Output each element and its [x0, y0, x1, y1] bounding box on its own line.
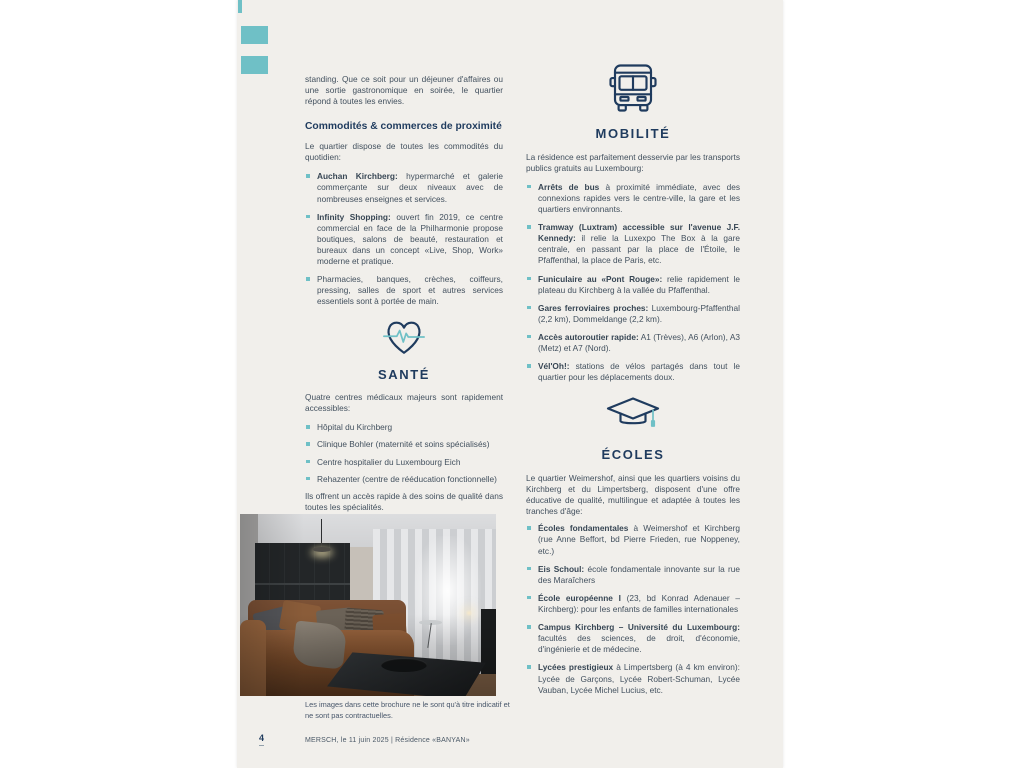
page-corner-accent-top — [241, 26, 268, 44]
list-item — [526, 361, 740, 383]
sante-outro: Ils offrent un accès rapide à des soins de qualité dans toutes les spécialités. — [305, 490, 503, 512]
left-column — [305, 74, 503, 521]
bullet-square-icon — [306, 174, 310, 178]
ecoles-intro: Le quartier Weimershof, ainsi que les quartiers voisins du Kirchberg et du Limpertsberg, disposent d'une offre éducative de qualité, multilingue et adaptée à toutes les tranches d'âge: — [526, 472, 740, 517]
commodites-heading: Commodités & commerces de proximité — [305, 121, 502, 133]
mobilite-heading: MOBILITÉ — [595, 126, 671, 142]
bullet-square-icon — [527, 225, 531, 229]
list-item — [305, 171, 503, 204]
bullet-lead: Campus Kirchberg – Université du Luxembourg: — [538, 622, 740, 633]
bullet-lead: Vél'Oh!: — [538, 361, 570, 372]
bullet-lead: Écoles fondamentales — [538, 523, 629, 534]
bullet-square-icon — [527, 185, 531, 189]
list-item — [305, 422, 503, 433]
list-item — [305, 457, 503, 468]
bullet-text: Centre hospitalier du Luxembourg Eich — [317, 456, 461, 467]
list-item — [526, 332, 740, 354]
bullet-square-icon — [306, 442, 310, 446]
heart-pulse-icon — [381, 315, 427, 359]
bullet-square-icon — [306, 425, 310, 429]
bullet-square-icon — [306, 277, 310, 281]
ecoles-heading: ÉCOLES — [601, 447, 665, 463]
bullet-text: (23, bd Konrad Adenauer – Kirchberg): pour les enfants de familles internationales — [538, 592, 741, 614]
page-corner-accent-bottom — [241, 56, 268, 74]
list-item — [526, 593, 740, 615]
bullet-lead: Gares ferroviaires proches: — [538, 302, 649, 313]
bullet-square-icon — [527, 277, 531, 281]
bullet-text: ouvert fin 2019, ce centre commercial en face de la Philharmonie propose boutiques, salons de beauté, restauration et bureaux dans un concept «Live, Shop, Work» moderne et pratique. — [317, 211, 503, 267]
footer-text: MERSCH, le 11 juin 2025 | Résidence «BANYAN» — [305, 737, 470, 744]
bullet-text: à proximité immédiate, avec des connexions rapides vers le centre-ville, la gare et les quartiers environnants. — [538, 181, 740, 214]
bullet-lead: Eis Schoul: — [538, 563, 585, 574]
sante-intro: Quatre centres médicaux majeurs sont rapidement accessibles: — [305, 392, 503, 414]
list-item — [305, 274, 503, 307]
bullet-text: école fondamentale innovante sur la rue des Maraîchers — [538, 563, 740, 585]
bullet-lead: Arrêts de bus — [538, 181, 600, 192]
interior-photo — [240, 514, 496, 696]
bullet-lead: Infinity Shopping: — [317, 211, 391, 222]
bullet-square-icon — [527, 335, 531, 339]
bullet-square-icon — [527, 526, 531, 530]
list-item — [526, 523, 740, 556]
bullet-text: il relie la Luxexpo The Box à la gare centrale, en passant par la place de l'Étoile, le Pfaffenthal, la place de Paris, etc. — [538, 233, 740, 266]
commodites-list — [305, 171, 503, 307]
bullet-square-icon — [306, 477, 310, 481]
bullet-square-icon — [527, 625, 531, 629]
bullet-text: Rehazenter (centre de rééducation fonctionnelle) — [317, 473, 497, 484]
list-item — [526, 622, 740, 655]
list-item — [526, 182, 740, 215]
bullet-square-icon — [527, 665, 531, 669]
bullet-text: à Weimershof et Kirchberg (rue Anne Beffort, bd Pierre Frieden, rue Noppeney, etc.) — [538, 523, 740, 556]
bullet-text: Clinique Bohler (maternité et soins spécialisés) — [317, 439, 490, 450]
photo-vignette — [240, 514, 496, 696]
bullet-lead: École européenne I — [538, 592, 621, 603]
bullet-text: à Limpertsberg (à 4 km environ): Lycée de Garçons, Lycée Robert-Schuman, Lycée Vauban, Lycée Michel Lucius, etc. — [538, 662, 740, 695]
bullet-lead: Auchan Kirchberg: — [317, 171, 398, 182]
mobilite-intro: La résidence est parfaitement desservie par les transports publics gratuits au Luxembourg: — [526, 151, 740, 173]
bullet-square-icon — [527, 567, 531, 571]
list-item — [526, 564, 740, 586]
list-item — [526, 662, 740, 695]
sante-list — [305, 422, 503, 484]
ecoles-icon-wrap — [526, 393, 740, 442]
brochure-page — [237, 0, 783, 768]
right-column — [526, 60, 740, 703]
bullet-lead: Tramway (Luxtram) accessible sur l'avenue J.F. Kennedy: — [538, 222, 740, 244]
list-item — [526, 222, 740, 266]
page-number: 4 — [259, 733, 264, 746]
list-item — [305, 439, 503, 450]
image-caption: Les images dans cette brochure ne le sont qu'à titre indicatif et ne sont pas contractuelles. — [305, 700, 510, 720]
page-edge-accent — [238, 0, 242, 13]
mobilite-icon-wrap — [526, 60, 740, 119]
bullet-square-icon — [527, 306, 531, 310]
bullet-text: Luxembourg-Pfaffenthal (2,2 km), Dommeldange (2,2 km). — [538, 302, 740, 324]
mobilite-list — [526, 182, 740, 384]
bullet-text: facultés des sciences, de droit, d'économie, d'ingénierie et de médecine. — [538, 633, 740, 655]
bullet-text: hypermarché et galerie commerçante sur deux niveaux avec de nombreuses enseignes et services. — [317, 171, 503, 204]
bullet-square-icon — [306, 460, 310, 464]
bullet-lead: Accès autoroutier rapide: — [538, 331, 639, 342]
commodites-intro: Le quartier dispose de toutes les commodités du quotidien: — [305, 141, 503, 163]
sante-icon-wrap — [305, 315, 503, 362]
bullet-text: relie rapidement le plateau du Kirchberg à la vallée du Pfaffenthal. — [538, 273, 740, 295]
bullet-lead: Lycées prestigieux — [538, 662, 614, 673]
list-item — [526, 303, 740, 325]
bus-icon — [606, 60, 660, 116]
bullet-square-icon — [306, 215, 310, 219]
bullet-lead: Funiculaire au «Pont Rouge»: — [538, 273, 663, 284]
sante-heading: SANTÉ — [377, 366, 431, 382]
ecoles-list — [526, 523, 740, 695]
list-item — [526, 274, 740, 296]
bullet-text: A1 (Trèves), A6 (Arlon), A3 (Metz) et A7 (Nord). — [538, 331, 740, 354]
bullet-square-icon — [527, 364, 531, 368]
bullet-square-icon — [527, 596, 531, 600]
intro-paragraph: standing. Que ce soit pour un déjeuner d'affaires ou une sortie gastronomique en soirée, le quartier répond à toutes les envies. — [305, 74, 503, 107]
bullet-text: stations de vélos partagés dans tout le quartier pour les déplacements doux. — [538, 361, 740, 383]
list-item — [305, 474, 503, 485]
bullet-text: Pharmacies, banques, crèches, coiffeurs, pressing, salles de sport et autres services essentiels sont à portée de main. — [317, 274, 503, 307]
graduation-cap-icon — [603, 393, 663, 439]
bullet-text: Hôpital du Kirchberg — [317, 422, 393, 433]
list-item — [305, 212, 503, 268]
